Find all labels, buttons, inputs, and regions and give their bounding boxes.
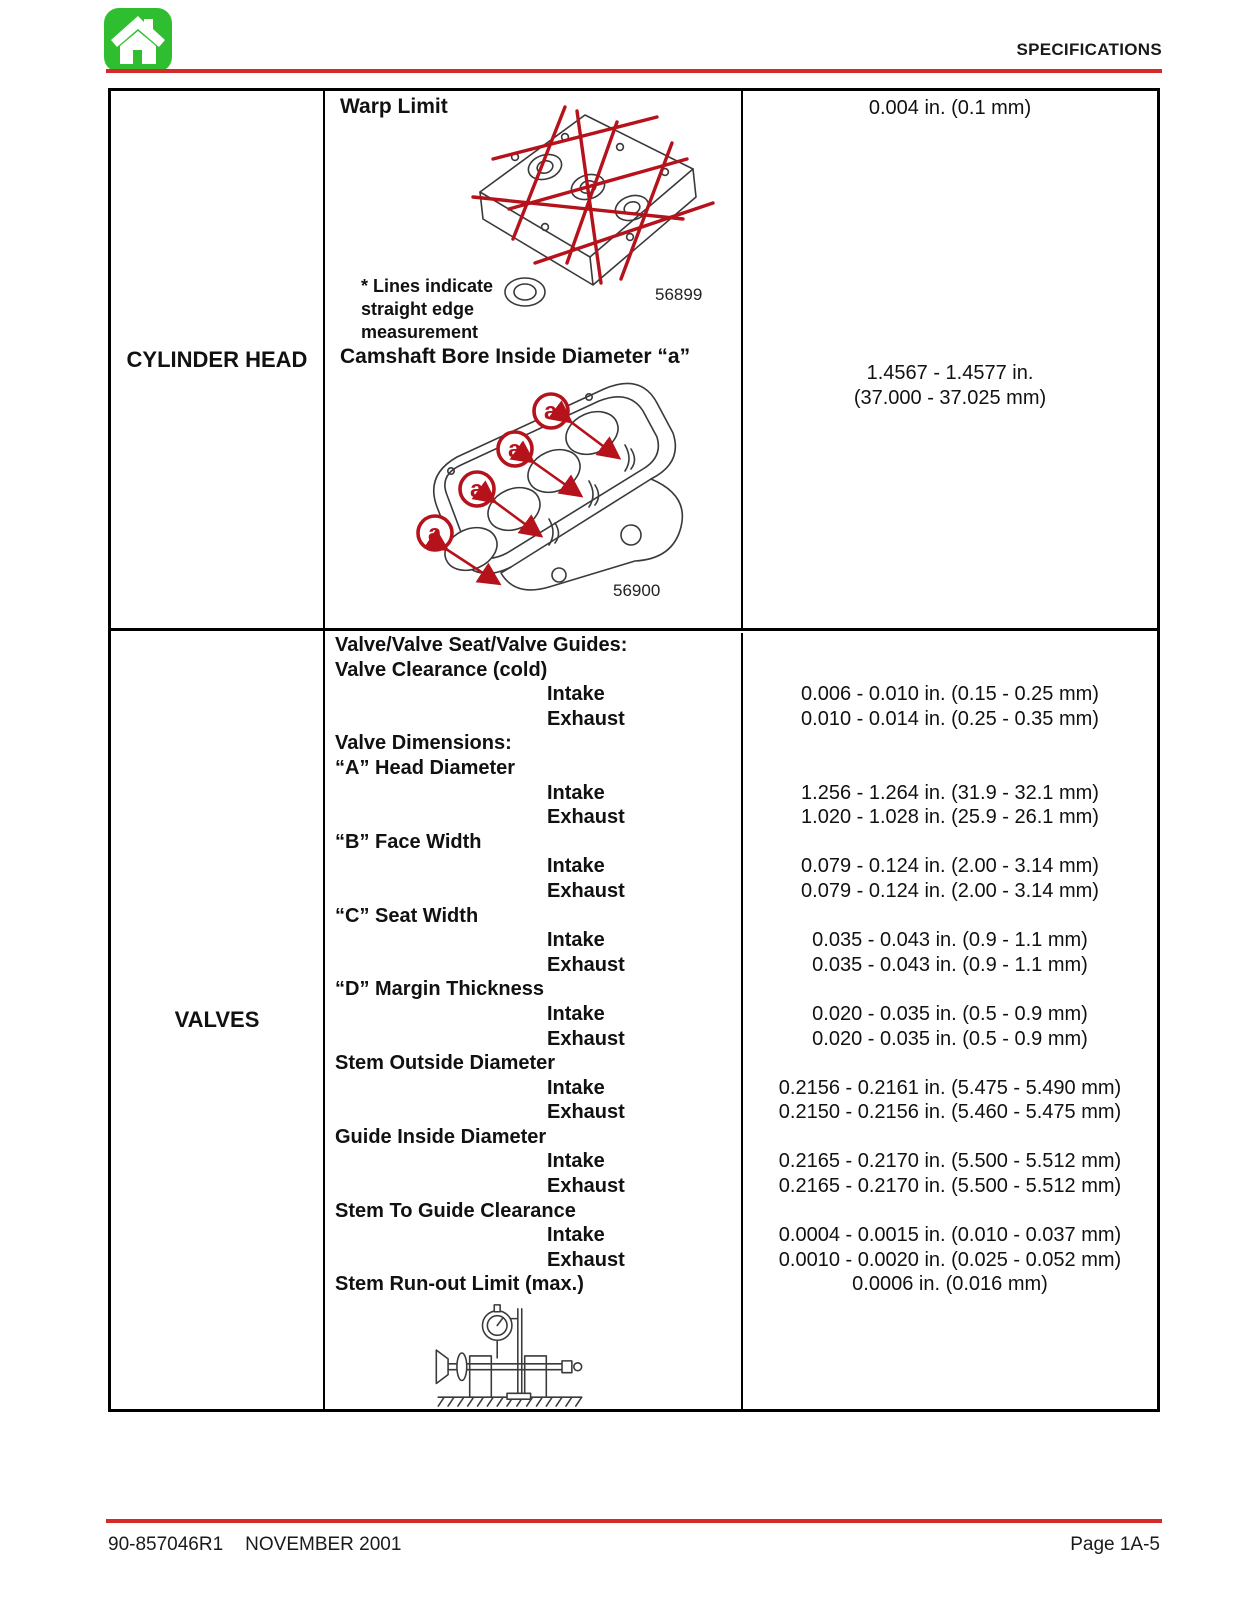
spec-line	[325, 953, 1157, 978]
runout-gauge-figure	[423, 1299, 593, 1409]
spec-line	[325, 1248, 1157, 1273]
spec-line-value: 0.0006 in. (0.016 mm)	[741, 1272, 1157, 1297]
spec-line-label: Valve/Valve Seat/Valve Guides:	[335, 634, 628, 656]
specifications-table	[108, 88, 1160, 1412]
row-label-valves: VALVES	[111, 631, 325, 1409]
spec-line	[325, 633, 1157, 658]
spec-line	[325, 977, 1157, 1002]
spec-line	[325, 1272, 1157, 1297]
figure-number-56900: 56900	[613, 581, 661, 600]
spec-line-label: Stem Outside Diameter	[335, 1052, 556, 1075]
spec-line-label: Exhaust	[547, 1027, 625, 1050]
page-number: Page 1A-5	[1070, 1534, 1160, 1555]
spec-line-label: Exhaust	[547, 1101, 625, 1124]
cylinder-head-items	[325, 91, 741, 628]
spec-line-value: 1.256 - 1.264 in. (31.9 - 32.1 mm)	[741, 781, 1157, 806]
spec-line-value: 0.2165 - 0.2170 in. (5.500 - 5.512 mm)	[741, 1149, 1157, 1174]
spec-line	[325, 682, 1157, 707]
spec-line-value: 0.010 - 0.014 in. (0.25 - 0.35 mm)	[741, 707, 1157, 732]
callout-a: a	[508, 436, 522, 463]
spec-line	[325, 1002, 1157, 1027]
spec-line	[325, 707, 1157, 732]
spec-line-value: 1.020 - 1.028 in. (25.9 - 26.1 mm)	[741, 805, 1157, 830]
figure-number-56899: 56899	[655, 285, 703, 304]
valves-spec-lines	[325, 631, 1157, 1409]
callout-a: a	[428, 520, 442, 547]
spec-line-value: 0.2150 - 0.2156 in. (5.460 - 5.475 mm)	[741, 1100, 1157, 1125]
footer-rule	[106, 1519, 1162, 1523]
footer	[108, 1534, 1160, 1556]
spec-line-label: Exhaust	[547, 1248, 625, 1271]
spec-line-label: Valve Dimensions:	[335, 732, 512, 755]
valves-figure-row	[325, 1297, 1157, 1409]
spec-line	[325, 1199, 1157, 1224]
spec-line-value: 0.035 - 0.043 in. (0.9 - 1.1 mm)	[741, 928, 1157, 953]
spec-line-value: 0.2156 - 0.2161 in. (5.475 - 5.490 mm)	[741, 1076, 1157, 1101]
warp-figure-note: * Lines indicate straight edge measurement	[361, 276, 494, 342]
spec-line-value	[741, 658, 1157, 683]
section-cylinder-head	[111, 91, 1157, 631]
spec-line-label: Intake	[547, 1224, 605, 1247]
spec-line-label: Intake	[547, 781, 605, 804]
spec-line-value: 0.0004 - 0.0015 in. (0.010 - 0.037 mm)	[741, 1223, 1157, 1248]
camshaft-bore-label: Camshaft Bore Inside Diameter “a”	[340, 345, 691, 368]
camshaft-bore-value: 1.4567 - 1.4577 in. (37.000 - 37.025 mm)	[853, 362, 1047, 409]
spec-line	[325, 731, 1157, 756]
spec-line-value	[741, 904, 1157, 929]
spec-line	[325, 1051, 1157, 1076]
spec-line	[325, 928, 1157, 953]
camshaft-bore-figure	[399, 375, 699, 609]
spec-line	[325, 1149, 1157, 1174]
document-number: 90-857046R1	[108, 1534, 224, 1555]
spec-line	[325, 1100, 1157, 1125]
spec-line-label: Intake	[547, 1150, 605, 1173]
spec-line-label: Intake	[547, 1002, 605, 1025]
spec-line-label: Valve Clearance (cold)	[335, 658, 548, 681]
spec-line-value: 0.035 - 0.043 in. (0.9 - 1.1 mm)	[741, 953, 1157, 978]
spec-line-value	[741, 977, 1157, 1002]
spec-line	[325, 1125, 1157, 1150]
spec-line	[325, 1027, 1157, 1052]
spec-line-value: 0.020 - 0.035 in. (0.5 - 0.9 mm)	[741, 1027, 1157, 1052]
spec-line	[325, 1223, 1157, 1248]
spec-line-value	[741, 830, 1157, 855]
spec-line	[325, 1076, 1157, 1101]
spec-line-value: 0.0010 - 0.0020 in. (0.025 - 0.052 mm)	[741, 1248, 1157, 1273]
cylinder-head-values	[741, 91, 1157, 628]
callout-a: a	[544, 398, 558, 425]
spec-line-value	[741, 756, 1157, 781]
row-label-cylinder-head: CYLINDER HEAD	[111, 91, 325, 628]
spec-line-label: Exhaust	[547, 879, 625, 902]
spec-line-value	[741, 1051, 1157, 1076]
spec-line-label: Intake	[547, 1076, 605, 1099]
spec-line-label: “B” Face Width	[335, 830, 482, 853]
spec-line-value	[741, 633, 1157, 658]
spec-line-label: “C” Seat Width	[335, 904, 479, 927]
spec-line-value: 0.006 - 0.010 in. (0.15 - 0.25 mm)	[741, 682, 1157, 707]
spec-line-label: Exhaust	[547, 953, 625, 976]
home-icon[interactable]	[104, 8, 172, 72]
spec-line-value	[741, 1199, 1157, 1224]
spec-line	[325, 854, 1157, 879]
spec-line-value: 0.020 - 0.035 in. (0.5 - 0.9 mm)	[741, 1002, 1157, 1027]
spec-line-label: Exhaust	[547, 707, 625, 730]
spec-line-label: Intake	[547, 683, 605, 706]
warp-limit-label: Warp Limit	[340, 95, 448, 118]
callout-a: a	[470, 476, 484, 503]
header-rule	[106, 69, 1162, 73]
spec-line-value: 0.079 - 0.124 in. (2.00 - 3.14 mm)	[741, 854, 1157, 879]
spec-line	[325, 904, 1157, 929]
spec-line-label: Guide Inside Diameter	[335, 1125, 547, 1148]
spec-line-value: 0.079 - 0.124 in. (2.00 - 3.14 mm)	[741, 879, 1157, 904]
spec-line	[325, 830, 1157, 855]
spec-line-label: Intake	[547, 855, 605, 878]
spec-line-value	[741, 731, 1157, 756]
spec-line-label: “A” Head Diameter	[335, 756, 516, 779]
spec-line-value: 0.2165 - 0.2170 in. (5.500 - 5.512 mm)	[741, 1174, 1157, 1199]
spec-line	[325, 658, 1157, 683]
spec-line-label: Exhaust	[547, 806, 625, 829]
spec-line	[325, 805, 1157, 830]
spec-line	[325, 879, 1157, 904]
spec-line	[325, 756, 1157, 781]
spec-line-label: Exhaust	[547, 1175, 625, 1198]
section-valves	[111, 631, 1157, 1409]
revision-date: NOVEMBER 2001	[245, 1534, 402, 1555]
home-icon-glyph	[104, 8, 172, 72]
spec-line-label: Intake	[547, 929, 605, 952]
spec-line-label: Stem Run-out Limit (max.)	[335, 1273, 584, 1296]
spec-line-label: Stem To Guide Clearance	[335, 1199, 576, 1222]
page-title: SPECIFICATIONS	[1016, 40, 1162, 59]
spec-line-value	[741, 1125, 1157, 1150]
spec-line-label: “D” Margin Thickness	[335, 978, 544, 1001]
spec-line	[325, 781, 1157, 806]
spec-line	[325, 1174, 1157, 1199]
warp-limit-value: 0.004 in. (0.1 mm)	[868, 97, 1032, 119]
